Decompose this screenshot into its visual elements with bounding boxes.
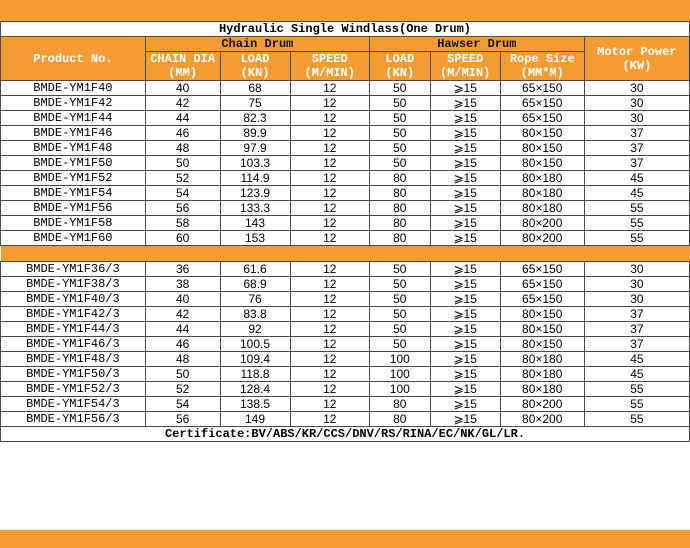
value-cell: ⩾15	[430, 141, 500, 156]
bottom-orange-band	[0, 530, 690, 548]
value-cell: 80×150	[500, 307, 584, 322]
value-cell: 12	[290, 156, 369, 171]
value-cell: 12	[290, 277, 369, 292]
value-cell: 55	[584, 231, 689, 246]
value-cell: 100	[369, 352, 430, 367]
value-cell: 80	[369, 397, 430, 412]
value-cell: 80×200	[500, 231, 584, 246]
table-row	[1, 352, 690, 367]
motor-power-unit: (KW)	[622, 58, 652, 73]
value-cell: 45	[584, 186, 689, 201]
value-cell: 46	[145, 337, 220, 352]
value-cell: ⩾15	[430, 216, 500, 231]
value-cell: 48	[145, 352, 220, 367]
value-cell: 50	[369, 126, 430, 141]
value-cell: ⩾15	[430, 367, 500, 382]
value-cell: ⩾15	[430, 352, 500, 367]
table-title: Hydraulic Single Windlass(One Drum)	[1, 22, 690, 37]
product-no-cell: BMDE-YM1F40/3	[1, 292, 146, 307]
value-cell: 12	[290, 186, 369, 201]
value-cell: 30	[584, 111, 689, 126]
value-cell: 50	[369, 96, 430, 111]
value-cell: 12	[290, 412, 369, 427]
value-cell: ⩾15	[430, 292, 500, 307]
value-cell: 12	[290, 216, 369, 231]
value-cell: 80×200	[500, 412, 584, 427]
value-cell: 89.9	[220, 126, 290, 141]
product-no-cell: BMDE-YM1F50/3	[1, 367, 146, 382]
value-cell: 37	[584, 307, 689, 322]
value-cell: 80×180	[500, 367, 584, 382]
value-cell: ⩾15	[430, 231, 500, 246]
value-cell: 80	[369, 186, 430, 201]
value-cell: 65×150	[500, 262, 584, 277]
product-no-cell: BMDE-YM1F56	[1, 201, 146, 216]
product-no-cell: BMDE-YM1F48/3	[1, 352, 146, 367]
top-orange-band	[0, 0, 690, 21]
value-cell: 118.8	[220, 367, 290, 382]
value-cell: 30	[584, 292, 689, 307]
product-no-cell: BMDE-YM1F54/3	[1, 397, 146, 412]
value-cell: 50	[369, 141, 430, 156]
value-cell: 114.9	[220, 171, 290, 186]
value-cell: 38	[145, 277, 220, 292]
rope-size-unit: (MM*M)	[520, 66, 564, 80]
table-row	[1, 216, 690, 231]
value-cell: 12	[290, 292, 369, 307]
chain-speed-unit: (M/MIN)	[304, 66, 355, 80]
value-cell: 30	[584, 277, 689, 292]
rope-size-label: Rope Size	[509, 52, 575, 66]
value-cell: 50	[369, 81, 430, 96]
value-cell: 44	[145, 322, 220, 337]
table-row	[1, 367, 690, 382]
value-cell: 42	[145, 307, 220, 322]
col-product-no: Product No.	[1, 37, 146, 81]
value-cell: 37	[584, 141, 689, 156]
table-row	[1, 307, 690, 322]
value-cell: ⩾15	[430, 111, 500, 126]
value-cell: 30	[584, 96, 689, 111]
value-cell: 12	[290, 352, 369, 367]
product-no-cell: BMDE-YM1F56/3	[1, 412, 146, 427]
value-cell: 42	[145, 96, 220, 111]
hawser-load-label: LOAD	[385, 52, 415, 66]
value-cell: ⩾15	[430, 262, 500, 277]
value-cell: 100	[369, 367, 430, 382]
windlass-spec-table	[0, 21, 690, 442]
product-no-cell: BMDE-YM1F44	[1, 111, 146, 126]
value-cell: 36	[145, 262, 220, 277]
value-cell: ⩾15	[430, 156, 500, 171]
value-cell: 50	[369, 262, 430, 277]
value-cell: ⩾15	[430, 412, 500, 427]
value-cell: 50	[145, 156, 220, 171]
value-cell: 50	[369, 307, 430, 322]
hawser-speed-unit: (M/MIN)	[439, 66, 491, 80]
table-row	[1, 171, 690, 186]
value-cell: 12	[290, 126, 369, 141]
table-row	[1, 96, 690, 111]
value-cell: 12	[290, 382, 369, 397]
product-no-cell: BMDE-YM1F38/3	[1, 277, 146, 292]
value-cell: 80×150	[500, 322, 584, 337]
table-row	[1, 81, 690, 96]
value-cell: ⩾15	[430, 171, 500, 186]
col-rope-size	[500, 52, 584, 81]
value-cell: 80	[369, 231, 430, 246]
product-no-cell: BMDE-YM1F60	[1, 231, 146, 246]
value-cell: 80	[369, 412, 430, 427]
value-cell: 30	[584, 81, 689, 96]
value-cell: 55	[584, 412, 689, 427]
value-cell: 56	[145, 201, 220, 216]
value-cell: 56	[145, 412, 220, 427]
value-cell: 37	[584, 156, 689, 171]
table-section-1	[1, 81, 690, 246]
value-cell: 153	[220, 231, 290, 246]
value-cell: 54	[145, 186, 220, 201]
value-cell: 80	[369, 171, 430, 186]
value-cell: 100	[369, 382, 430, 397]
value-cell: ⩾15	[430, 277, 500, 292]
value-cell: 80×200	[500, 397, 584, 412]
value-cell: 50	[369, 322, 430, 337]
value-cell: 55	[584, 397, 689, 412]
value-cell: ⩾15	[430, 81, 500, 96]
hawser-speed-label: SPEED	[447, 52, 484, 66]
value-cell: 80	[369, 201, 430, 216]
table-row	[1, 382, 690, 397]
value-cell: 12	[290, 307, 369, 322]
chain-speed-label: SPEED	[311, 52, 348, 66]
value-cell: 68.9	[220, 277, 290, 292]
table-section-2	[1, 262, 690, 427]
value-cell: 50	[369, 277, 430, 292]
value-cell: 12	[290, 111, 369, 126]
value-cell: 37	[584, 337, 689, 352]
value-cell: ⩾15	[430, 96, 500, 111]
value-cell: 48	[145, 141, 220, 156]
table-row	[1, 186, 690, 201]
value-cell: 143	[220, 216, 290, 231]
value-cell: 12	[290, 322, 369, 337]
product-no-cell: BMDE-YM1F52/3	[1, 382, 146, 397]
value-cell: 100.5	[220, 337, 290, 352]
value-cell: ⩾15	[430, 337, 500, 352]
value-cell: 75	[220, 96, 290, 111]
value-cell: 133.3	[220, 201, 290, 216]
value-cell: 109.4	[220, 352, 290, 367]
table-row	[1, 322, 690, 337]
group-chain-drum: Chain Drum	[145, 37, 369, 52]
value-cell: 65×150	[500, 292, 584, 307]
value-cell: 55	[584, 382, 689, 397]
value-cell: 55	[584, 201, 689, 216]
value-cell: 12	[290, 201, 369, 216]
value-cell: 103.3	[220, 156, 290, 171]
table-row	[1, 111, 690, 126]
table-row	[1, 141, 690, 156]
col-motor-power	[584, 37, 689, 81]
value-cell: 12	[290, 367, 369, 382]
table-row	[1, 126, 690, 141]
product-no-cell: BMDE-YM1F50	[1, 156, 146, 171]
table-row	[1, 201, 690, 216]
value-cell: 80×150	[500, 126, 584, 141]
value-cell: 80×180	[500, 186, 584, 201]
hawser-load-unit: (KN)	[385, 66, 415, 80]
product-no-cell: BMDE-YM1F48	[1, 141, 146, 156]
value-cell: 61.6	[220, 262, 290, 277]
value-cell: 12	[290, 337, 369, 352]
value-cell: 65×150	[500, 96, 584, 111]
table-row	[1, 337, 690, 352]
value-cell: ⩾15	[430, 186, 500, 201]
value-cell: 50	[369, 292, 430, 307]
value-cell: 80×200	[500, 216, 584, 231]
value-cell: 12	[290, 397, 369, 412]
value-cell: ⩾15	[430, 322, 500, 337]
value-cell: 92	[220, 322, 290, 337]
motor-power-label: Motor Power	[597, 44, 677, 59]
value-cell: 55	[584, 216, 689, 231]
value-cell: 12	[290, 262, 369, 277]
value-cell: 80×150	[500, 141, 584, 156]
table-row	[1, 397, 690, 412]
value-cell: ⩾15	[430, 397, 500, 412]
value-cell: ⩾15	[430, 307, 500, 322]
value-cell: 80×180	[500, 201, 584, 216]
product-no-cell: BMDE-YM1F42	[1, 96, 146, 111]
value-cell: 44	[145, 111, 220, 126]
value-cell: 12	[290, 171, 369, 186]
value-cell: 54	[145, 397, 220, 412]
value-cell: 37	[584, 322, 689, 337]
product-no-cell: BMDE-YM1F44/3	[1, 322, 146, 337]
product-no-cell: BMDE-YM1F46/3	[1, 337, 146, 352]
value-cell: 65×150	[500, 277, 584, 292]
table-row	[1, 412, 690, 427]
value-cell: 12	[290, 141, 369, 156]
value-cell: 60	[145, 231, 220, 246]
value-cell: 30	[584, 262, 689, 277]
value-cell: 40	[145, 81, 220, 96]
value-cell: 12	[290, 96, 369, 111]
product-no-cell: BMDE-YM1F58	[1, 216, 146, 231]
value-cell: 80×180	[500, 382, 584, 397]
value-cell: 45	[584, 352, 689, 367]
value-cell: 45	[584, 367, 689, 382]
col-chain-dia	[145, 52, 220, 81]
chain-load-label: LOAD	[240, 52, 270, 66]
table-row	[1, 262, 690, 277]
value-cell: 65×150	[500, 81, 584, 96]
col-chain-load	[220, 52, 290, 81]
table-row	[1, 277, 690, 292]
value-cell: 128.4	[220, 382, 290, 397]
product-no-cell: BMDE-YM1F36/3	[1, 262, 146, 277]
value-cell: 97.9	[220, 141, 290, 156]
value-cell: 123.9	[220, 186, 290, 201]
product-no-cell: BMDE-YM1F40	[1, 81, 146, 96]
value-cell: 46	[145, 126, 220, 141]
product-no-cell: BMDE-YM1F42/3	[1, 307, 146, 322]
value-cell: 65×150	[500, 111, 584, 126]
value-cell: 76	[220, 292, 290, 307]
value-cell: ⩾15	[430, 126, 500, 141]
value-cell: 50	[369, 111, 430, 126]
value-cell: 138.5	[220, 397, 290, 412]
table-row	[1, 231, 690, 246]
col-chain-speed	[290, 52, 369, 81]
value-cell: 52	[145, 171, 220, 186]
certificate-line: Certificate:BV/ABS/KR/CCS/DNV/RS/RINA/EC/NK/GL/LR.	[1, 427, 690, 442]
chain-dia-label: CHAIN DIA	[150, 52, 216, 66]
group-hawser-drum: Hawser Drum	[369, 37, 584, 52]
value-cell: 40	[145, 292, 220, 307]
value-cell: 80	[369, 216, 430, 231]
product-no-cell: BMDE-YM1F52	[1, 171, 146, 186]
value-cell: 52	[145, 382, 220, 397]
value-cell: 50	[145, 367, 220, 382]
value-cell: 68	[220, 81, 290, 96]
section-divider	[1, 246, 690, 262]
value-cell: ⩾15	[430, 201, 500, 216]
product-no-cell: BMDE-YM1F46	[1, 126, 146, 141]
product-no-cell: BMDE-YM1F54	[1, 186, 146, 201]
value-cell: 80×180	[500, 352, 584, 367]
table-row	[1, 292, 690, 307]
value-cell: 45	[584, 171, 689, 186]
value-cell: 80×180	[500, 171, 584, 186]
col-hawser-speed	[430, 52, 500, 81]
orange-divider-row	[1, 246, 690, 262]
table-row	[1, 156, 690, 171]
value-cell: 12	[290, 81, 369, 96]
value-cell: 80×150	[500, 156, 584, 171]
value-cell: 82.3	[220, 111, 290, 126]
value-cell: 80×150	[500, 337, 584, 352]
value-cell: 58	[145, 216, 220, 231]
col-hawser-load	[369, 52, 430, 81]
value-cell: 50	[369, 156, 430, 171]
value-cell: 12	[290, 231, 369, 246]
value-cell: 149	[220, 412, 290, 427]
value-cell: 37	[584, 126, 689, 141]
value-cell: 50	[369, 337, 430, 352]
chain-load-unit: (KN)	[240, 66, 270, 80]
value-cell: ⩾15	[430, 382, 500, 397]
chain-dia-unit: (MM)	[168, 66, 198, 80]
value-cell: 83.8	[220, 307, 290, 322]
